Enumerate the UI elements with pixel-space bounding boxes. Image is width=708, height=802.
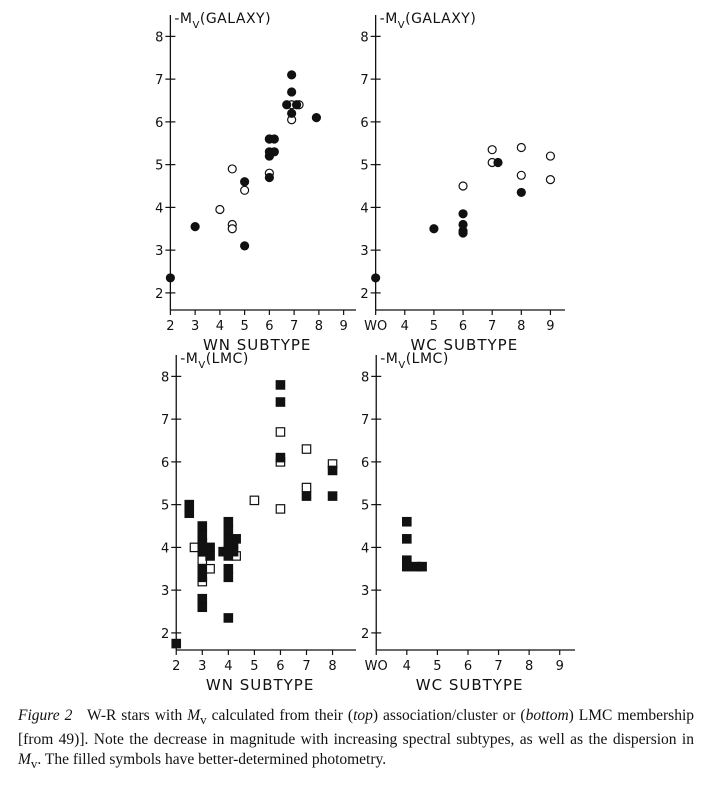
x-tick-label: WO <box>364 319 388 334</box>
filled-circle-point <box>241 242 249 250</box>
x-tick-label: 9 <box>339 319 348 334</box>
x-tick-label: 5 <box>250 659 259 674</box>
x-axis-title: WC SUBTYPE <box>410 336 519 354</box>
panel-top-right <box>360 11 565 354</box>
filled-square-point <box>403 535 411 543</box>
x-tick-label: 8 <box>517 319 526 334</box>
x-tick-label: 8 <box>524 659 534 674</box>
filled-square-point <box>198 603 206 611</box>
caption-top: top <box>353 707 373 724</box>
y-tick-label: 8 <box>160 370 170 386</box>
x-tick-label: 2 <box>172 659 181 674</box>
filled-square-point <box>328 492 336 500</box>
y-tick-label: 7 <box>360 73 369 89</box>
filled-square-point <box>229 547 237 555</box>
caption-text-1: W-R stars with <box>87 707 188 724</box>
open-square-point <box>190 543 198 551</box>
y-tick-label: 2 <box>155 286 164 302</box>
filled-square-point <box>224 573 232 581</box>
open-circle-point <box>216 206 224 214</box>
caption-text-5: . The filled symbols have better-determined photometry. <box>37 751 387 769</box>
filled-circle-point <box>293 101 301 109</box>
open-square-point <box>302 445 310 453</box>
filled-circle-point <box>270 148 278 156</box>
y-axis-title: $-M_V(GALAXY)$ <box>174 11 272 31</box>
filled-square-point <box>224 526 232 534</box>
open-square-point <box>250 496 258 504</box>
x-tick-label: 5 <box>240 319 249 334</box>
open-circle-point <box>546 152 554 160</box>
open-square-point <box>198 556 206 564</box>
x-tick-label: 7 <box>488 319 497 334</box>
open-circle-point <box>241 186 249 194</box>
filled-circle-point <box>494 159 502 167</box>
x-axis-title: WN SUBTYPE <box>205 676 315 694</box>
filled-circle-point <box>166 274 174 282</box>
figure-caption <box>18 706 694 774</box>
filled-circle-point <box>517 188 525 196</box>
y-tick-label: 5 <box>155 158 164 174</box>
x-tick-label: 9 <box>546 319 555 334</box>
filled-square-point <box>172 639 180 647</box>
y-tick-label: 3 <box>155 244 164 260</box>
x-tick-label: 2 <box>166 319 175 334</box>
y-axis-title: $-M_V(LMC)$ <box>180 351 249 371</box>
y-tick-label: 5 <box>360 498 370 514</box>
filled-square-point <box>418 562 426 570</box>
open-circle-point <box>228 165 236 173</box>
filled-circle-point <box>191 223 199 231</box>
x-tick-label: 6 <box>458 319 468 334</box>
y-tick-label: 3 <box>360 244 369 260</box>
x-tick-label: 4 <box>402 659 411 674</box>
x-tick-label: 6 <box>463 659 473 674</box>
open-square-point <box>302 483 310 491</box>
caption-mv2-sub: v <box>30 756 38 772</box>
filled-square-point <box>198 594 206 602</box>
caption-text-2: calculated from their ( <box>206 707 354 724</box>
filled-circle-point <box>372 274 380 282</box>
open-circle-point <box>517 144 525 152</box>
caption-bottom: bottom <box>525 707 569 724</box>
open-square-point <box>276 428 284 436</box>
caption-mv-2: M <box>18 751 31 769</box>
x-tick-label: 8 <box>314 319 324 334</box>
y-axis-title: $-M_V(LMC)$ <box>380 351 449 371</box>
y-tick-label: 3 <box>360 584 370 600</box>
y-tick-label: 4 <box>160 541 170 557</box>
filled-square-point <box>328 466 336 474</box>
x-axis-title: WC SUBTYPE <box>415 676 524 694</box>
filled-circle-point <box>459 210 467 218</box>
open-circle-point <box>459 182 467 190</box>
x-axis-title: WN SUBTYPE <box>202 336 312 354</box>
caption-mv: M <box>187 707 201 724</box>
y-tick-label: 5 <box>360 158 369 174</box>
open-circle-point <box>546 176 554 184</box>
y-tick-label: 2 <box>360 626 370 642</box>
filled-square-point <box>198 547 206 555</box>
open-circle-point <box>517 171 525 179</box>
filled-circle-point <box>288 71 296 79</box>
x-tick-label: 4 <box>400 319 409 334</box>
y-tick-label: 4 <box>360 541 370 557</box>
caption-mv-sub: v <box>200 712 207 728</box>
filled-square-point <box>403 518 411 526</box>
y-tick-label: 8 <box>360 30 369 46</box>
caption-text-3: ) association/cluster or ( <box>372 707 526 724</box>
filled-circle-point <box>288 88 296 96</box>
y-tick-label: 7 <box>160 413 170 429</box>
panel-bottom-right <box>361 351 575 694</box>
filled-circle-point <box>270 135 278 143</box>
filled-square-point <box>198 573 206 581</box>
open-circle-point <box>228 225 236 233</box>
y-tick-label: 4 <box>155 201 164 217</box>
y-tick-label: 3 <box>160 584 170 600</box>
x-tick-label: 5 <box>429 319 439 334</box>
panel-bottom-left <box>161 351 356 694</box>
y-tick-label: 6 <box>155 115 164 131</box>
y-tick-label: 6 <box>360 455 370 471</box>
y-tick-label: 5 <box>160 498 170 514</box>
filled-square-point <box>224 518 232 526</box>
y-axis-title: $-M_V(GALAXY)$ <box>379 11 477 31</box>
x-tick-label: 8 <box>328 659 337 674</box>
filled-circle-point <box>288 109 296 117</box>
x-tick-label: 7 <box>302 659 311 674</box>
caption-figure-label: Figure 2 <box>18 707 73 724</box>
x-tick-label: WO <box>364 659 388 674</box>
filled-square-point <box>198 565 206 573</box>
y-tick-label: 6 <box>160 455 170 471</box>
caption-text-4: ) LMC membership [from 49)]. Note the decrease in magnitude with increasing spectral subtypes, as well as the dispersion in <box>18 707 694 749</box>
filled-square-point <box>276 381 284 389</box>
x-tick-label: 7 <box>289 319 299 334</box>
panel-top-left <box>155 11 356 354</box>
filled-square-point <box>224 614 232 622</box>
y-tick-label: 2 <box>360 286 369 302</box>
x-tick-label: 5 <box>433 659 442 674</box>
filled-square-point <box>206 552 214 560</box>
filled-square-point <box>232 535 240 543</box>
x-tick-label: 7 <box>494 659 503 674</box>
open-square-point <box>206 565 214 573</box>
filled-square-point <box>198 530 206 538</box>
filled-circle-point <box>241 178 249 186</box>
filled-square-point <box>198 539 206 547</box>
y-tick-label: 2 <box>160 626 170 642</box>
filled-circle-point <box>459 229 467 237</box>
x-tick-label: 3 <box>190 319 200 334</box>
filled-square-point <box>276 453 284 461</box>
x-tick-label: 4 <box>224 659 233 674</box>
filled-square-point <box>206 543 214 551</box>
filled-square-point <box>224 565 232 573</box>
y-tick-label: 8 <box>360 370 370 386</box>
open-square-point <box>276 505 284 513</box>
x-tick-label: 4 <box>215 319 225 334</box>
filled-circle-point <box>430 225 438 233</box>
y-tick-label: 4 <box>360 201 369 217</box>
y-tick-label: 7 <box>360 413 370 429</box>
filled-square-point <box>185 509 193 517</box>
x-tick-label: 6 <box>265 319 274 334</box>
filled-square-point <box>302 492 310 500</box>
x-tick-label: 6 <box>276 659 285 674</box>
open-circle-point <box>488 146 496 154</box>
y-tick-label: 7 <box>155 73 164 89</box>
filled-circle-point <box>312 114 320 122</box>
x-tick-label: 9 <box>555 659 564 674</box>
x-tick-label: 3 <box>198 659 207 674</box>
filled-square-point <box>198 522 206 530</box>
y-tick-label: 6 <box>360 115 369 131</box>
filled-circle-point <box>265 173 273 181</box>
y-tick-label: 8 <box>155 30 164 46</box>
filled-circle-point <box>283 101 291 109</box>
filled-square-point <box>185 500 193 508</box>
filled-square-point <box>403 562 411 570</box>
filled-square-point <box>276 398 284 406</box>
